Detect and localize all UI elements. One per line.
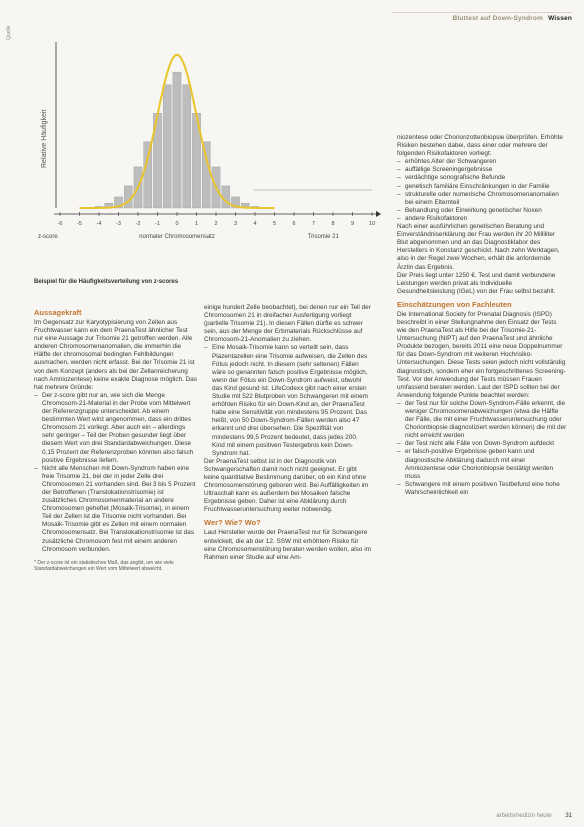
column-1-list [34, 392, 198, 554]
paragraph: Der PraenaTest selbst ist in der Diagnostik von Schwangerschaften damit noch nicht geeignet. Er gibt keine quantitative Bestimmung darüber, ob ein Kind ohne Chromosomenstörung geboren wird. Bei Auffälligkeiten im Ultraschall kann es außerdem bei Mosaiken falsche Ergebnisse geben. Daher ist eine Abklärung durch Fruchtwasseruntersuchung weiter notwendig. [204, 457, 369, 514]
histogram-bar [183, 85, 191, 208]
tick-label: -6 [57, 221, 63, 227]
tick-label: -1 [155, 221, 160, 227]
tick-label: 5 [272, 221, 277, 227]
tick-label: 2 [214, 221, 218, 227]
running-head-category: Bluttest auf Down-Syndrom [452, 15, 544, 22]
x-label-trisomie: Trisomie 21 [307, 234, 339, 240]
list-item: – strukturelle oder numerische Chromosomenanomalien bei einem Elternteil [397, 191, 567, 207]
running-head-section: Wissen [548, 15, 572, 22]
magazine-name: arbeitsmedizin heute [496, 813, 552, 819]
running-head [452, 15, 572, 22]
list-item: – Der z-score gibt nur an, wie sich die Menge Chromosom-21-Material in der Probe vom Mittelwert der Referenzgruppe unterscheidet. Ab einem bestimmten Wert wird angenommen, dass ein drittes Chromosom 21 vorliegt. Aber auch ein – allerdings sehr geringer – Teil der Proben gesunder liegt über diesem Wert von drei Standardabweichungen. Diese 0,15 Prozent der Referenzproben könnten also falsch positive Ergebnisse liefern. [34, 392, 198, 465]
tick-label: 8 [331, 221, 335, 227]
list-item: – verdächtige sonografische Befunde [397, 174, 567, 182]
list-item: – auffällige Screeningergebnisse [397, 166, 567, 174]
tick-label: 0 [175, 221, 179, 227]
x-axis-arrow [376, 211, 381, 217]
paragraph: Der Preis liegt unter 1250 €. Test und damit verbundene Leistungen werden privat als Individuelle Gesundheitsleistung (IGeL) von der Frau selbst bezahlt. [397, 271, 556, 295]
tick-label: 6 [292, 221, 296, 227]
heading-wer-wie-wo: Wer? Wie? Wo? [204, 518, 261, 528]
list-item: – Behandlung oder Einwirkung genetischer Noxen [397, 207, 567, 215]
histogram-bar [173, 72, 181, 208]
list-item: – Nicht alle Menschen mit Down-Syndrom haben eine freie Trisomie 21, bei der in jeder Zelle drei Chromosomen 21 vorhanden sind. Bei 3 bis 5 Prozent der Betroffenen (Translokationstrisomie) ist zusätzliches Chromosomenmaterial an andere Chromosomen geheftet (Mosaik-Trisomie), in einem Teil der Zellen ist die Trisomie nicht vorhanden. Bei Mosaik-Trisomie gibt es Zellen mit einem normalen Chromosomensatz. Bei Translokationstrisomie ist das zusätzliche Chromosom fest mit einem anderen Chromosom verbunden. [34, 465, 198, 554]
column-2 [204, 304, 372, 562]
histogram-bar [144, 142, 152, 208]
header-rule [392, 12, 572, 13]
column-3 [397, 134, 567, 497]
tick-label: 4 [253, 221, 257, 227]
heading-einschaetzungen: Einschätzungen von Fachleuten [397, 299, 512, 309]
paragraph: niozentese oder Chorionzottenbiopsie überprüfen. Erhöhte Risiken bestehen dabei, dass einer oder mehrere der folgenden Risikofaktoren vorliegt: [397, 134, 563, 158]
list-item: – der Test nicht alle Fälle von Down-Syndrom aufdeckt [397, 440, 567, 448]
list-item: – genetisch familiäre Einschränkungen in der Familie [397, 183, 567, 191]
paragraph: Laut Hersteller wurde der PraenaTest nur für Schwangere entwickelt, die ab der 12. SSW mit erhöhtem Risiko für eine Chromosomenstörung beraten werden wollen, also im Rahmen einer Studie auf eine Am- [204, 529, 371, 561]
x-label-normal: normaler Chromosomensatz [139, 234, 215, 240]
list-item: – Eine Mosaik-Trisomie kann so verteilt sein, dass Plazentazellen eine Trisomie aufweisen, die Zellen des Fötus jedoch nicht. In diesem (sehr seltenen) Fällen wäre so genannten falsch positive Ergebnisse möglich, wenn der Fötus ein Down-Syndrom aufweist, obwohl das Kind gesund ist. LifeCodexx gibt nach einer ersten Studie mit 522 Blutproben von Schwangeren mit einem erhöhten Risiko für ein Down-Kind an, der PraenaTest habe eine Sensitivität von mindestens 95 Prozent. Das heißt, von 50 Down-Syndrom-Fällen werden also 47 erkannt und drei übersehen. Die Spezifität von mindestens 99,5 Prozent bedeutet, dass jedes 200. Kind mit einem positiven Testergebnis kein Down-Syndrom hat. [204, 344, 372, 457]
page-number: 31 [565, 813, 572, 819]
y-axis-label: Relative Häufigkeit [41, 109, 48, 168]
list-item: – Schwangere mit einem positiven Testbefund eine hohe Wahrscheinlichkeit ein [397, 481, 567, 497]
tick-label: 10 [368, 221, 376, 227]
paragraph: einige hundert Zelle beobachtet), bei denen nur ein Teil der Chromosomen 21 in dreifacher Ausfertigung vorliegt (partielle Trisomie 21). In diesen Fällen dürfte es schwer sein, aus der Menge der Erbmaterials Rückschlüsse auf Chromosom-21-Anomalien zu ziehen. [204, 304, 371, 344]
tick-label: -4 [96, 221, 102, 227]
z-score-figure [34, 30, 382, 274]
tick-label: -3 [116, 221, 121, 227]
ispd-list [397, 400, 567, 497]
distribution-chart [34, 30, 382, 274]
tick-label: 3 [233, 221, 238, 227]
list-item: – andere Risikofaktoren [397, 215, 567, 223]
page-footer [496, 813, 572, 819]
paragraph: Die International Society for Prenatal Diagnosis (ISPD) beschreibt in einer Stellungnahme den Einsatz der Tests wie den PraenaTest als Hilfe bei der Trisomie-21-Untersuchung (NIPT) auf den PraenaTest und ähnliche Produkte bezogen, bereits 2011 eine neue Doppelnummer für das Down-Syndrom mit weiteren Hochrisiko-Untersuchungen. Diese Tests seien jedoch nicht vollständig diagnostisch, sondern eher ein fortgeschrittenes Screening-Test. Vor der Anwendung der Tests müssen Frauen umfassend beraten werden. Laut der ISPD sollten bei der Anwendung folgende Punkte beachtet werden: [397, 310, 566, 399]
risk-factor-list [397, 158, 567, 223]
figure-caption: Beispiel für die Häufigkeitsverteilung von z-scores [34, 279, 179, 285]
column-1 [34, 304, 198, 572]
footnote: * Der z-score ist ein statistisches Maß, das angibt, um wie viele Standardabweichungen ein Wert vom Mittelwert abweicht. [34, 559, 174, 572]
heading-aussagekraft: Aussagekraft [34, 308, 82, 317]
list-item: – erhöhtes Alter der Schwangeren [397, 158, 567, 166]
x-label-zscore: z-score [38, 234, 58, 240]
tick-label: -2 [135, 221, 141, 227]
page-header [0, 12, 584, 28]
tick-label: 7 [311, 221, 316, 227]
paragraph: Nach einer ausführlichen genetischen Beratung und Einverständniserklärung der Frau werden ihr 20 Milliliter Blut abgenommen und an das Diagnostiklabor des Herstellers in Konstanz geschickt. Nach zehn Werktagen, also in der Regel zwei Wochen, erhält die anfordernde Ärztin das Ergebnis. [397, 223, 560, 271]
column-2-list [204, 344, 372, 457]
intro-paragraph: Im Gegensatz zur Karyotypisierung von Zellen aus Fruchtwasser kann ein dem PraenaTest ähnlicher Test nur eine Aussage zur Trisomie 21 getroffen werden. Alle anderen Chromosomenanomalien, die immerhin die Hälfte der chromosomal bedingten Fehlbildungen ausmachen, werden nicht erfasst. Bei der Trisomie 21 ist von dem Konzept (anders als bei der Zellanreicherung nach Amniozentese) keine exakte Diagnose möglich. Das hat mehrere Gründe: [34, 319, 198, 391]
tick-label: 9 [350, 221, 355, 227]
side-note: Quelle [6, 25, 12, 40]
list-item: – der Test nur für solche Down-Syndrom-Fälle erkennt, die weniger Chromosomenabweichungen (etwa die Hälfte der Fälle, die mit einer Fruchtwasseruntersuchung oder Chorionbiopsie diagnostiziert werden können) die mit der nicht erreicht werden [397, 400, 567, 440]
tick-label: -5 [77, 221, 82, 227]
list-item: – er falsch-positive Ergebnisse geben kann und diagnostische Abklärung dadurch mit einer Amniozentese oder Chorionbiopsie bestätigt werden muss [397, 448, 567, 480]
tick-label: 1 [194, 221, 199, 227]
histogram-bar [202, 142, 210, 208]
histogram-bar [163, 85, 171, 208]
